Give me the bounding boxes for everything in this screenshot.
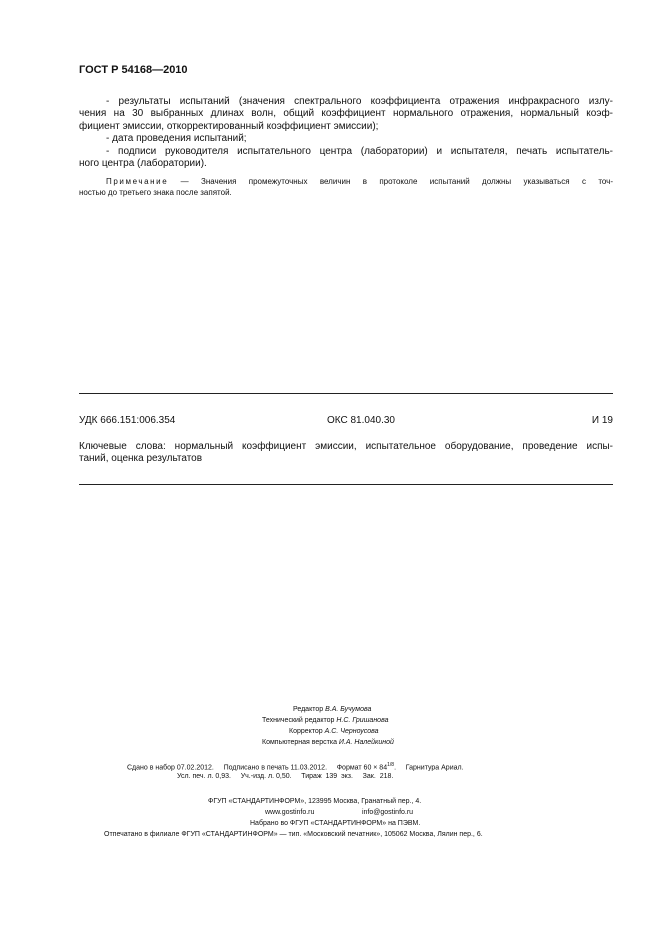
list-item-results-line1: - результаты испытаний (значения спектрального коэффициента отражения инфракрасного излу-: [106, 96, 613, 107]
print-info-line1-tail: . Гарнитура Ариал.: [394, 764, 464, 772]
credit-tech-editor-name: Н.С. Гришанова: [336, 717, 389, 724]
keywords-line1: Ключевые слова: нормальный коэффициент эмиссии, испытательное оборудование, проведение испы-: [79, 441, 613, 452]
note-line1: [79, 176, 613, 187]
list-item-date: - дата проведения испытаний;: [106, 133, 247, 145]
credit-tech-editor-label: Технический редактор: [262, 717, 335, 724]
note-text-line2: ностью до третьего знака после запятой.: [79, 188, 232, 197]
credit-corrector-label: Корректор: [289, 728, 323, 735]
credit-layout-label: Компьютерная верстка: [262, 739, 337, 746]
publisher-printed: Отпечатано в филиале ФГУП «СТАНДАРТИНФОРМ» — тип. «Московский печатник», 105062 Москва, Лялин пер., 6.: [104, 831, 483, 838]
format-fraction: 1/8: [387, 762, 395, 768]
divider-top: [79, 393, 613, 394]
oks-code: ОКС 81.040.30: [327, 415, 395, 426]
credit-editor: [293, 704, 371, 715]
print-info-line2: Усл. печ. л. 0,93. Уч.-изд. л. 0,50. Тираж 139 экз. Зак. 218.: [177, 773, 394, 780]
credit-editor-name: В.А. Бучумова: [325, 706, 372, 713]
publisher-website[interactable]: www.gostinfo.ru: [265, 809, 315, 816]
udk-code: УДК 666.151:006.354: [79, 415, 176, 426]
body-list: [79, 96, 613, 170]
document-number: ГОСТ Р 54168—2010: [79, 64, 188, 76]
publisher-address: ФГУП «СТАНДАРТИНФОРМ», 123995 Москва, Гранатный пер., 4.: [208, 798, 422, 805]
credit-layout: [262, 737, 394, 748]
credit-tech-editor: [262, 715, 388, 726]
note-block: [79, 176, 613, 198]
keywords-line2: таний, оценка результатов: [79, 453, 203, 465]
note-label: Примечание: [106, 177, 169, 186]
credit-layout-name: И.А. Налейкиной: [338, 739, 394, 746]
list-item-results-line3: фициент эмиссии, откорректированный коэффициент эмиссии);: [79, 120, 379, 132]
publisher-typeset: Набрано во ФГУП «СТАНДАРТИНФОРМ» на ПЭВМ.: [250, 820, 421, 827]
group-code: И 19: [591, 415, 613, 426]
note-text-line1: — Значения промежуточных величин в протоколе испытаний должны указываться с точ-: [168, 177, 613, 186]
keywords-block: [79, 441, 613, 466]
list-item-signatures-line2: ного центра (лаборатории).: [79, 158, 207, 170]
credit-editor-label: Редактор: [293, 706, 324, 713]
list-item-signatures-line1: - подписи руководителя испытательного центра (лаборатории) и испытателя, печать испытатель-: [106, 145, 613, 157]
print-info-line1-text: Сдано в набор 07.02.2012. Подписано в печать 11.03.2012. Формат 60 × 84: [127, 764, 388, 772]
credit-corrector-name: А.С. Черноусова: [324, 728, 379, 735]
list-item-results-line2: чения на 30 выбранных длинах волн, общий коэффициент нормального отражения, нормальный коэф-: [79, 108, 613, 120]
publisher-email[interactable]: info@gostinfo.ru: [362, 809, 414, 816]
divider-bottom: [79, 484, 613, 485]
credit-corrector: [289, 726, 379, 737]
